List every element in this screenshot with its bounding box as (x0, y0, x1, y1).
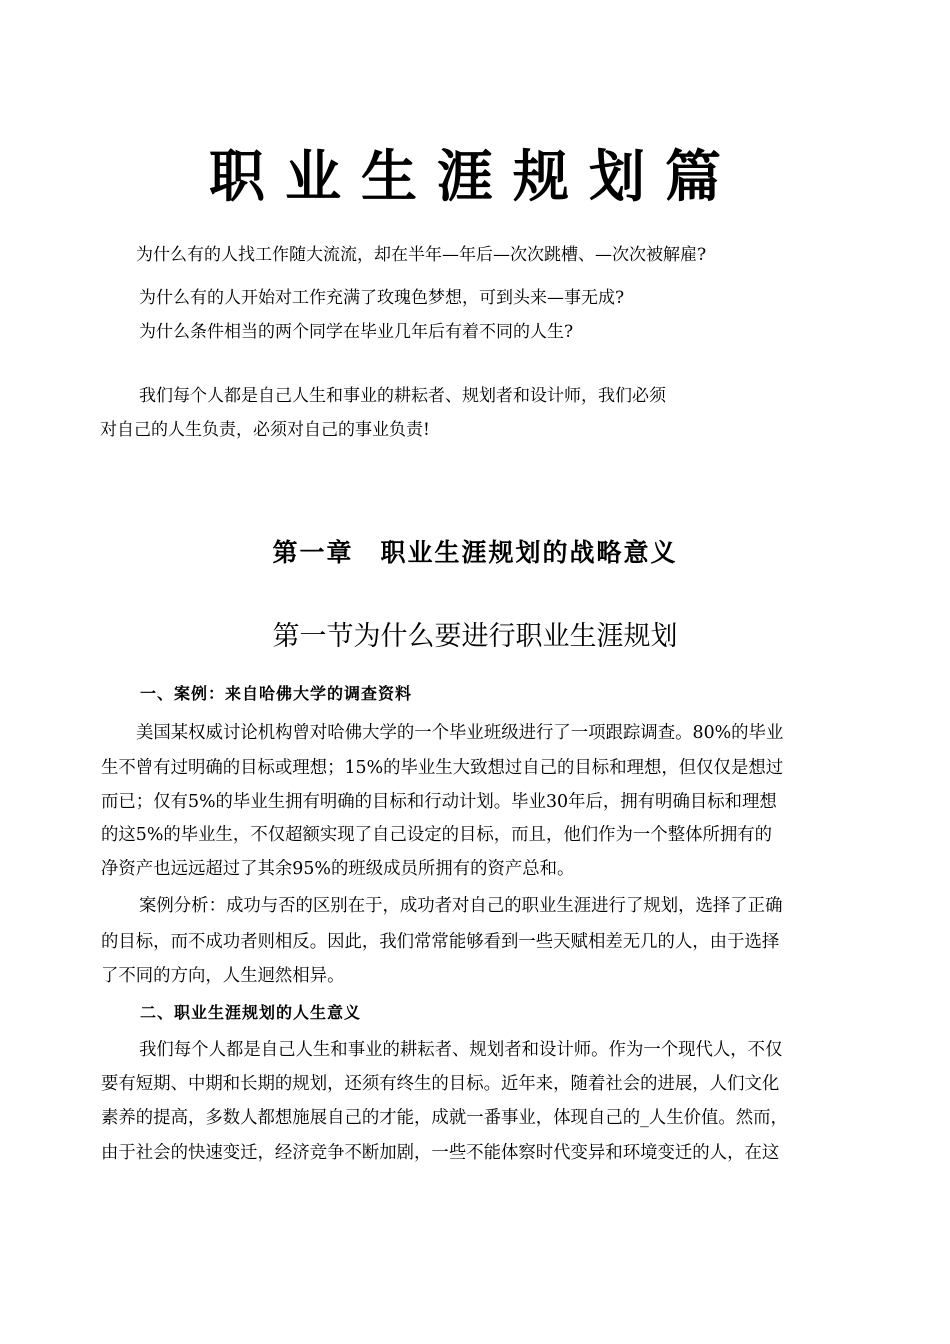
chapter-title: 第一章 职业生涯规划的战略意义 (272, 538, 678, 567)
paragraph-line: 生不曾有过明确的目标或理想；15%的毕业生大致想过自己的目标和理想，但仅仅是想过 (101, 758, 784, 778)
intro-statement-line: 我们每个人都是自己人生和事业的耕耘者、规划者和设计师，我们必须 (139, 386, 666, 406)
paragraph-line: 的这5%的毕业生，不仅超额实现了自己设定的目标，而且，他们作为一个整体所拥有的 (101, 825, 773, 845)
paragraph-line: 由于社会的快速变迁，经济竞争不断加剧，一些不能体察时代变异和环境变迁的人，在这 (101, 1143, 780, 1163)
subsection-heading: 二、职业生涯规划的人生意义 (140, 1003, 362, 1022)
intro-question: 为什么有的人找工作随大流流，却在半年—年后—次次跳槽、—次次被解雇? (136, 245, 707, 265)
paragraph-line: 美国某权威讨论机构曾对哈佛大学的一个毕业班级进行了一项跟踪调查。80%的毕业 (136, 723, 784, 743)
intro-question: 为什么条件相当的两个同学在毕业几年后有着不同的人生? (139, 322, 574, 342)
paragraph-line: 的目标，而不成功者则相反。因此，我们常常能够看到一些天赋相差无几的人，由于选择 (101, 932, 780, 952)
section-title: 第一节为什么要进行职业生涯规划 (272, 621, 678, 652)
paragraph-line: 案例分析：成功与否的区别在于，成功者对自己的职业生涯进行了规划，选择了正确 (139, 896, 783, 916)
paragraph-line: 净资产也远远超过了其余95%的班级成员所拥有的资产总和。 (101, 859, 575, 879)
paragraph-line: 我们每个人都是自己人生和事业的耕耘者、规划者和设计师。作为一个现代人，不仅 (139, 1040, 783, 1060)
subsection-heading: 一、案例：来自哈佛大学的调查资料 (140, 684, 413, 703)
paragraph-line: 了不同的方向，人生迥然相异。 (101, 966, 345, 986)
page-title: 职业生涯规划篇 (209, 145, 741, 210)
paragraph-line: 素养的提高，多数人都想施展自己的才能，成就一番事业，体现自己的_人生价值。然而， (101, 1108, 788, 1128)
paragraph-line: 而已；仅有5%的毕业生拥有明确的目标和行动计划。毕业30年后，拥有明确目标和理想 (101, 792, 777, 812)
intro-statement-line: 对自己的人生负责，必须对自己的事业负责! (100, 420, 430, 440)
intro-question: 为什么有的人开始对工作充满了玫瑰色梦想，可到头来—事无成? (139, 288, 625, 308)
paragraph-line: 要有短期、中期和长期的规划，还须有终生的目标。近年来，随着社会的进展，人们文化 (101, 1074, 780, 1094)
